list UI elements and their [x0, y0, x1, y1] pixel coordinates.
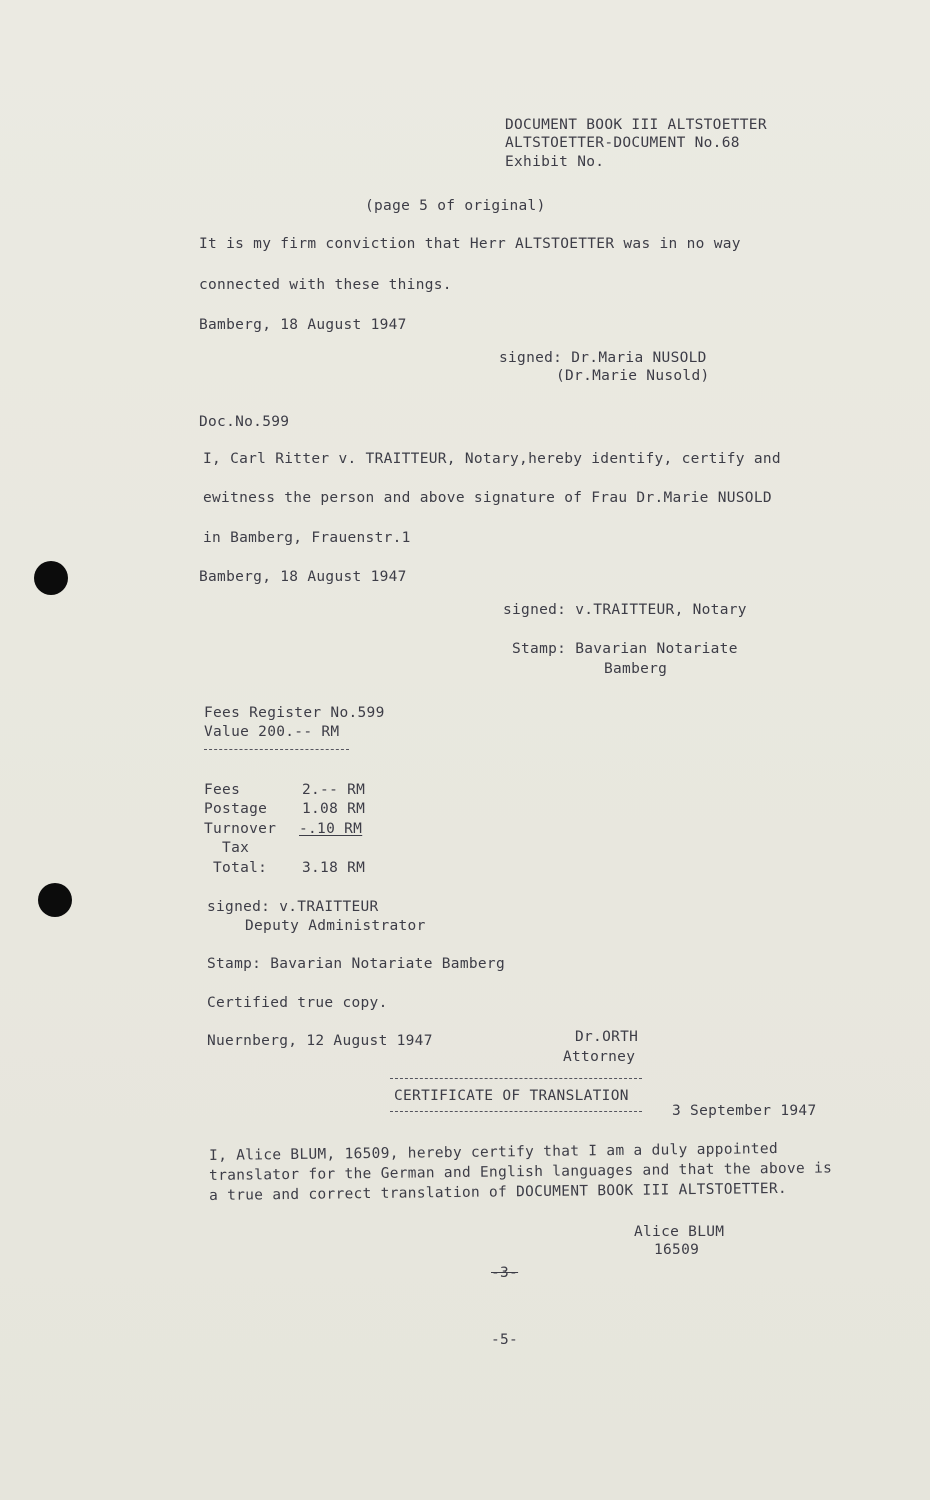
paragraph-2-line-1: I, Carl Ritter v. TRAITTEUR, Notary,hereby identify, certify and [203, 451, 781, 467]
page-note: (page 5 of original) [365, 198, 546, 214]
certified-true-copy: Certified true copy. [207, 995, 388, 1011]
fees-register: Fees Register No.599 [204, 705, 385, 721]
fees-value: Value 200.-- RM [204, 724, 340, 740]
paragraph-2-line-2: ewitness the person and above signature of Frau Dr.Marie NUSOLD [203, 490, 772, 506]
fee-row-amount: -.10 RM [299, 821, 363, 837]
fee-row-label: Total: [204, 860, 268, 876]
fee-row-amount: 1.08 RM [302, 801, 366, 817]
paragraph-2-line-3: in Bamberg, Frauenstr.1 [203, 530, 411, 546]
translator-signature-number: 16509 [654, 1242, 700, 1258]
signed-3-title: Deputy Administrator [245, 918, 426, 934]
place-date-2: Bamberg, 18 August 1947 [199, 569, 407, 585]
signed-2: signed: v.TRAITTEUR, Notary [503, 602, 747, 618]
page-mark-original: -3- [491, 1265, 519, 1281]
certificate-date: 3 September 1947 [672, 1103, 817, 1119]
fee-row-label: Fees [204, 782, 241, 798]
fee-row-amount: 2.-- RM [302, 782, 366, 798]
fee-row-label: Tax [204, 840, 250, 856]
signed-1: signed: Dr.Maria NUSOLD [499, 350, 707, 366]
certificate-line-1: I, Alice BLUM, 16509, hereby certify that I am a duly appointed [209, 1141, 779, 1164]
punch-hole-top [34, 561, 68, 595]
fee-row-label: Turnover [204, 821, 277, 837]
certificate-top-rule [390, 1078, 642, 1079]
paragraph-1-line-2: connected with these things. [199, 277, 452, 293]
attorney-name: Dr.ORTH [575, 1029, 639, 1045]
place-date-3: Nuernberg, 12 August 1947 [207, 1033, 433, 1049]
certificate-line-3: a true and correct translation of DOCUMENT BOOK III ALTSTOETTER. [209, 1180, 788, 1204]
certificate-heading: CERTIFICATE OF TRANSLATION [394, 1088, 629, 1104]
signed-3: signed: v.TRAITTEUR [207, 899, 379, 915]
place-date-1: Bamberg, 18 August 1947 [199, 317, 407, 333]
header-line-1: DOCUMENT BOOK III ALTSTOETTER [505, 117, 767, 133]
fee-row-label: Postage [204, 801, 268, 817]
page-mark-current: -5- [491, 1332, 519, 1348]
attorney-title: Attorney [563, 1049, 636, 1065]
signed-1-paren: (Dr.Marie Nusold) [556, 368, 710, 384]
certificate-line-2: translator for the German and English languages and that the above is [209, 1160, 833, 1184]
fee-row-amount: 3.18 RM [302, 860, 366, 876]
fees-divider [204, 749, 349, 750]
header-line-2: ALTSTOETTER-DOCUMENT No.68 [505, 135, 740, 151]
punch-hole-bottom [38, 883, 72, 917]
doc-number: Doc.No.599 [199, 414, 290, 430]
translator-signature-name: Alice BLUM [634, 1224, 725, 1240]
stamp-1-line-2: Bamberg [604, 661, 668, 677]
certificate-bottom-rule [390, 1111, 642, 1112]
header-line-3: Exhibit No. [505, 154, 605, 170]
stamp-1-line-1: Stamp: Bavarian Notariate [512, 641, 738, 657]
stamp-2: Stamp: Bavarian Notariate Bamberg [207, 956, 505, 972]
paragraph-1-line-1: It is my firm conviction that Herr ALTSTOETTER was in no way [199, 236, 741, 252]
